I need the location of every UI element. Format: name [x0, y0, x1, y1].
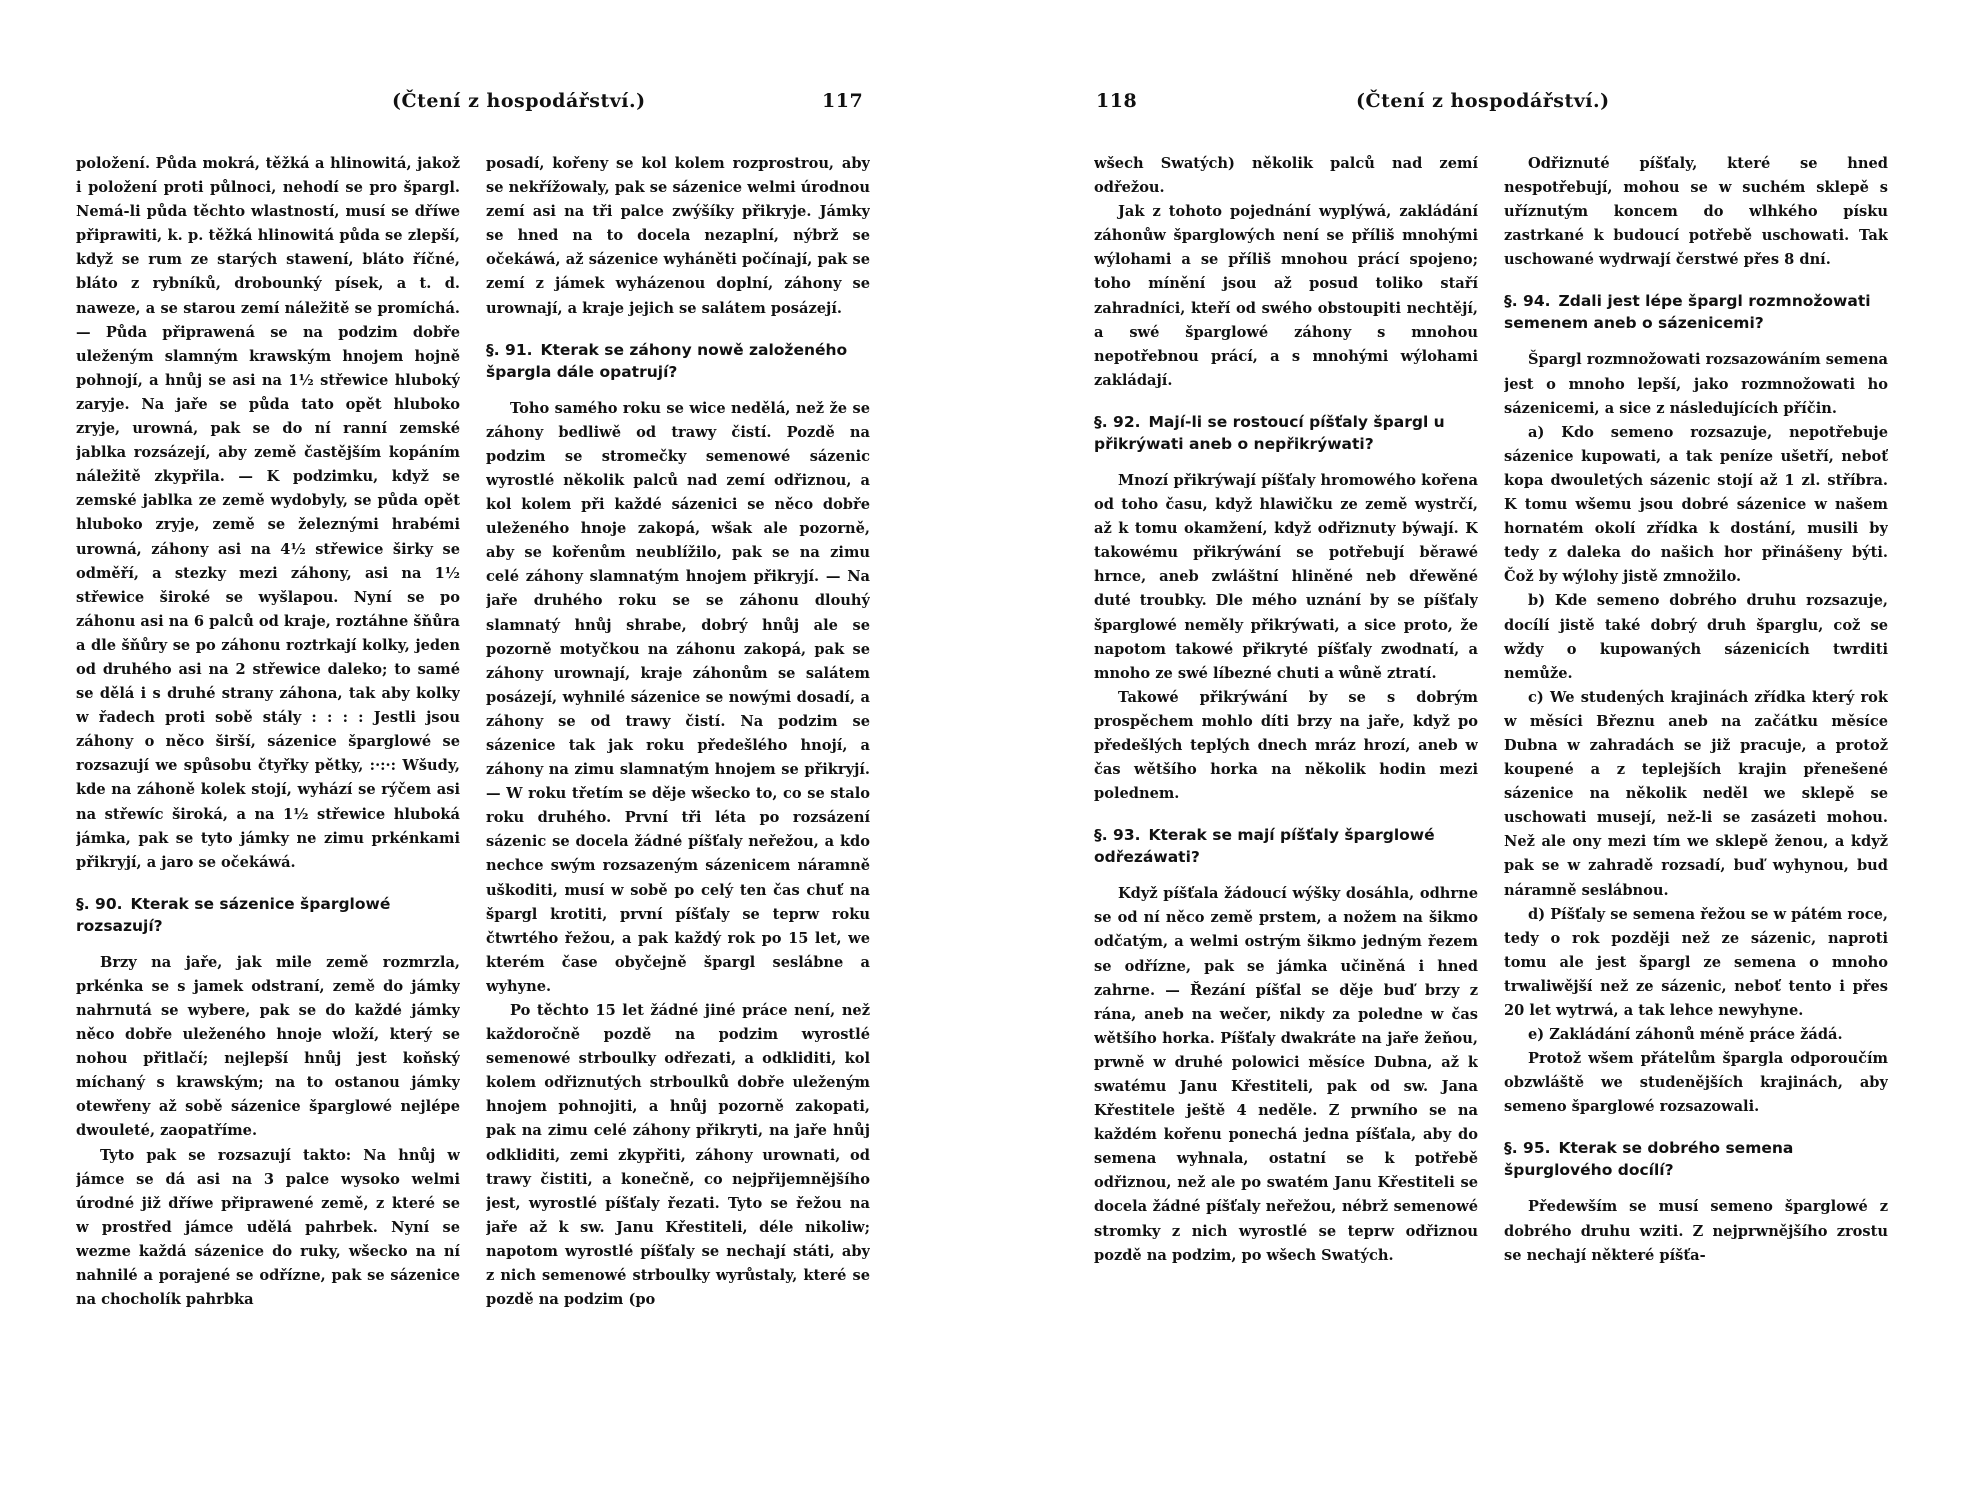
paragraph: Jak z tohoto pojednání wyplýwá, zakládání záhonůw šparglowých není se příliš mnohými wýlohami a se příliš mnohou prácí spojeno; toho mínění jsou až posud toliko staří zahradníci, kteří od swého obstoupiti nechtějí, a swé šparglowé záhony s mnohou nepotřebnou prácí, a s mnohými wýlohami zakládají. [1094, 203, 1478, 389]
section-title: Kterak se sázenice šparglowé rozsazují? [76, 894, 391, 935]
paragraph: c) We studených krajinách zřídka který rok w měsíci Březnu aneb na začátku měsíce Dubna w zahradách se již pracuje, a protož koupené a z teplejších krajin přenešené sázenice na několik neděl we sklepě se uschowati musejí, než-li se zasázeti mohou. Než ale ony mezi tím we sklepě ženou, a když pak se w zahradě rozsadí, buď wyhynou, buď náramně seslábnou. [1504, 688, 1888, 899]
section-title: Kterak se dobrého semena špurglového docílí? [1504, 1139, 1794, 1180]
section-heading [1094, 824, 1478, 868]
section-title: Mají-li se rostoucí píšťaly špargl u přikrýwati aneb o nepřikrýwati? [1094, 412, 1445, 453]
section-heading [1504, 1137, 1888, 1181]
paragraph: Když píšťala žádoucí wýšky dosáhla, odhrne se od ní něco země prstem, a nožem na šikmo odčatým, a welmi ostrým šikmo jedným řezem se odřízne, pak se jámka učiněná i hned zahrne. — Řezání píšťal se děje buď brzy z rána, aneb na wečer, nikdy za poledne w čas wětšího horka. Píšťaly dwakráte na jaře žeňou, prwně w druhé polowici měsíce Dubna, až k swatému Janu Křestiteli, pak od sw. Jana Křestitele ještě 4 neděle. Z prwního se na každém kořenu ponechá jedna píšťala, aby do semena wyhnala, ostatní se k potřebě odřiznou, než ale po swatém Janu Křestiteli se docela žádné píšťaly neřežou, nébrž semenowé stromky z nich wyrostlé se teprw odřiznou pozdě na podzim, po wšech Swatých. [1094, 885, 1478, 1264]
section-title: Zdali jest lépe špargl rozmnožowati semenem aneb o sázenicemi? [1504, 292, 1871, 333]
paragraph: Špargl rozmnožowati rozsazowáním semena jest o mnoho lepší, jako rozmnožowati ho sázenicemi, a sice z následujících příčin. [1504, 351, 1888, 417]
section-number: §. 95. [1504, 1139, 1551, 1158]
left-page-header [392, 90, 872, 120]
section-number: §. 91. [486, 340, 533, 359]
paragraph: Protož wšem přátelům špargla odporoučím obzwláště we studenějších krajinách, aby semeno šparglowé rozsazowali. [1504, 1050, 1888, 1116]
paragraph: Toho samého roku se wice nedělá, než že se záhony bedliwě od trawy čistí. Pozdě na podzim se stromečky semenowé sázenic wyrostlé několik palců nad zemí odřiznou, a kol kolem při každé sázenici se něco dobře uleženého hnoje zakopá, wšak ale pozorně, aby se kořenům neublížilo, pak se na zimu celé záhony slamnatým hnojem přikryjí. — Na jaře druhého roku se se záhonu dlouhý slamnatý hnůj shrabe, dobrý hnůj ale se pozorně motyčkou na záhonu zakopá, pak se záhony urownají, kraje záhonům se salátem posázejí, wyhnilé sázenice se nowými dosadí, a záhony se od trawy čistí. Na podzim se sázenice tak jak roku předešlého hnojí, a záhony na zimu slamnatým hnojem se přikryjí. — W roku třetím se děje wšecko to, co se stalo roku druhého. První tři léta po rozsázení sázenic se docela žádné píšťaly neřežou, a kdo nechce swým rozsazeným sázenicem náramně uškoditi, musí w sobě po celý ten čas chuť na špargl krotiti, první píšťaly se teprw roku čtwrtého řežou, a pak každý rok po 15 let, we kterém čase obyčejně špargl seslábne a wyhyne. [486, 399, 870, 995]
right-column-2 [1504, 152, 1888, 1482]
left-column-2 [486, 152, 870, 1482]
paragraph: posadí, kořeny se kol kolem rozprostrou, aby se nekřížowaly, pak se sázenice welmi úrodnou zemí asi na tři palce zwýšíky přikryje. Jámky se hned na to docela nezaplní, nýbrž se očekáwá, až sázenice wyháněti počínají, pak se zemí z jámek wyházenou doplní, záhony se urownají, a kraje jejich se salátem posázejí. [486, 155, 870, 317]
right-page-header [1096, 90, 1626, 120]
paragraph: Takowé přikrýwání by se s dobrým prospěchem mohlo díti brzy na jaře, když po předešlých teplých dnech mráz hrozí, aneb w čas wětšího horka na několik hodin mezi polednem. [1094, 688, 1478, 803]
section-number: §. 92. [1094, 412, 1141, 431]
left-column-1 [76, 152, 460, 1482]
paragraph: d) Píšťaly se semena řežou se w pátém roce, tedy o rok později než ze sázenic, naproti tomu ale jest špargl ze semena o mnoho trwaliwější než ze sázenic, neboť tento i přes 20 let wytrwá, a tak lehce newyhyne. [1504, 905, 1888, 1019]
paragraph: e) Zakládání záhonů méně práce žádá. [1528, 1026, 1843, 1044]
page-number: 117 [822, 90, 864, 112]
section-heading [1094, 411, 1478, 455]
paragraph: Po těchto 15 let žádné jiné práce není, než každoročně pozdě na podzim wyrostlé semenowé strboulky odřezati, a odkliditi, kol kolem odřiznutých strboulků dobře uleženým hnojem pohnojiti, a hnůj pozorně zakopati, pak na zimu celé záhony přikryti, na jaře hnůj odkliditi, zemi zkypřiti, záhony urownati, od trawy čistiti, a konečně, co nejpřijemnějšího jest, wyrostlé píšťaly řezati. Tyto se řežou na jaře až k sw. Janu Křestiteli, déle nikoliw; napotom wyrostlé píšťaly se nechají státi, aby z nich semenowé strboulky wyrůstaly, které se pozdě na podzim (po [486, 1002, 870, 1309]
section-heading [76, 893, 460, 937]
paragraph: a) Kdo semeno rozsazuje, nepotřebuje sázenice kupowati, a tak peníze ušetří, neboť kopa dwouletých sázenic stojí až 1 zl. stříbra. K tomu wšemu jsou dobré sázenice w našem hornatém okolí zřídka k dostání, musili by tedy z daleka do našich hor přinášeny býti. Čož by wýlohy jistě zmnožilo. [1504, 423, 1888, 586]
section-title: Kterak se mají píšťaly šparglowé odřezáwati? [1094, 826, 1435, 867]
paragraph: Odřiznuté píšťaly, které se hned nespotřebují, mohou se w suchém sklepě s uříznutým koncem do wlhkého písku zastrkané k budoucí potřebě uschowati. Tak uschowané wydrwají čerstwé přes 8 dní. [1504, 155, 1888, 269]
page-number: 118 [1096, 90, 1138, 112]
paragraph: Předewším se musí semeno šparglowé z dobrého druhu wziti. Z nejprwnějšího zrostu se nechají některé píšťa- [1504, 1198, 1888, 1264]
section-heading [1504, 290, 1888, 334]
running-head: (Čtení z hospodářství.) [1356, 90, 1610, 112]
running-head: (Čtení z hospodářství.) [392, 90, 646, 112]
paragraph: b) Kde semeno dobrého druhu rozsazuje, docílí jistě také dobrý druh šparglu, což se wždy o kupowaných sázenicích twrditi nemůže. [1504, 592, 1888, 682]
right-page [984, 0, 1968, 1500]
paragraph: Brzy na jaře, jak mile země rozmrzla, prkénka se s jamek odstraní, země do jámky nahrnutá se wybere, pak se do každé jámky něco dobře uleženého hnoje wloží, který se nohou přitlačí; nejlepší hnůj jest koňský míchaný s krawským; na to ostanou jámky otewřeny až sobě sázenice šparglowé nejlépe dwouleté, zaopatříme. [76, 953, 460, 1140]
section-number: §. 93. [1094, 826, 1141, 845]
paragraph: položení. Půda mokrá, těžká a hlinowitá, jakož i položení proti půlnoci, nehodí se pro špargl. Nemá-li půda těchto wlastností, musí se dříwe připrawiti, k. p. těžká hlinowitá půda se zlepší, když se rum ze starých stawení, bláto říčné, bláto z rybníků, drobounký písek, a t. d. naweze, a se starou zemí náležitě se promíchá. — Půda připrawená se na podzim dobře uleženým slamným krawským hnojem hojně pohnojí, a hnůj se asi na 1½ střewice hluboký zaryje. Na jaře se půda tato opět hluboko zryje, urowná, pak se do ní ranní zemské jablka rozsázejí, aby země častějším kopáním náležitě zkypřila. — K podzimku, když se zemské jablka ze země wydobyly, se půda opět hluboko zryje, země se železnými hrabémi urowná, záhony asi na 4½ střewice širky se odměří, a stezky mezi záhony, asi na 1½ střewice široké se wyšlapou. Nyní se po záhonu asi na 6 palců od kraje, roztáhne šňůra a dle šňůry se po záhonu roztrkají kolky, jeden od druhého asi na 2 střewice daleko; to samé se dělá i s druhé strany záhona, tak aby kolky w řadech proti sobě stály : : : : Jestli jsou záhony o něco širší, sázenice šparglowé se rozsazují we spůsobu čtyřky pětky, :·:·: Wšudy, kde na záhoně kolek stojí, wyhází se rýčem asi na střewíc široká, a na 1½ střewice hluboká jámka, pak se tyto jámky ne zimu prkénkami přikryjí, a jaro se očekáwá. [76, 155, 460, 871]
section-number: §. 90. [76, 894, 123, 913]
paragraph: Mnozí přikrýwají píšťaly hromowého kořena od toho času, když hlawičku ze země wystrčí, až k tomu okamžení, když odřiznuty býwají. K takowému přikrýwání se potřebují běrawé hrnce, aneb zwláštní hliněné neb dřewěné duté troubky. Dle mého uznání by se píšťaly šparglowé neměly přikrýwati, a sice proto, že napotom takowé přikryté píšťaly zwodnatí, a mnoho ze swé líbezné chuti a wůně ztratí. [1094, 471, 1478, 682]
paragraph: wšech Swatých) několik palců nad zemí odřežou. [1094, 155, 1478, 197]
paragraph: Tyto pak se rozsazují takto: Na hnůj w jámce se dá asi na 3 palce wysoko welmi úrodné již dříwe připrawené země, z které se w prostřed jámce udělá pahrbek. Nyní se wezme každá sázenice do ruky, wšecko na ní nahnilé a porajené se odřízne, pak se sázenice na chocholík pahrbka [76, 1146, 460, 1309]
right-column-1 [1094, 152, 1478, 1482]
section-title: Kterak se záhony nowě založeného špargla dále opatrují? [486, 340, 848, 381]
section-heading [486, 339, 870, 383]
section-number: §. 94. [1504, 292, 1551, 311]
